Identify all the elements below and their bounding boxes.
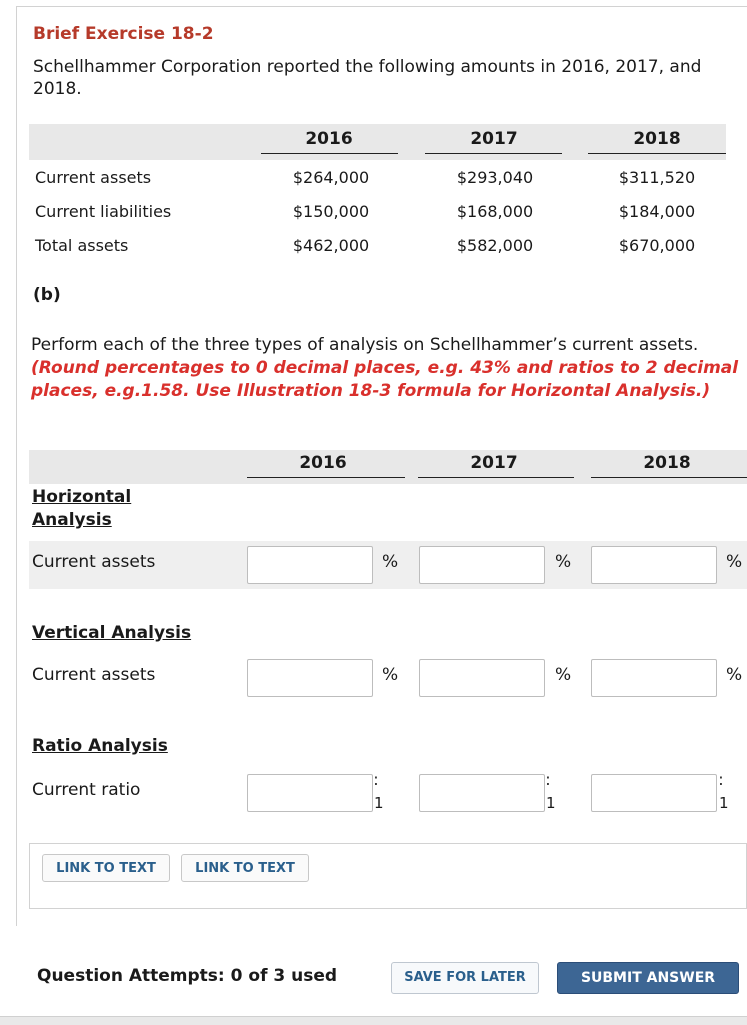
ratio-2018-input[interactable] bbox=[591, 774, 717, 812]
year-underline bbox=[261, 153, 398, 154]
percent-sign: % bbox=[382, 665, 399, 685]
intro-text: Schellhammer Corporation reported the following amounts in 2016, 2017, and 2018. bbox=[33, 57, 702, 99]
ratio-denominator: 1 bbox=[374, 794, 384, 812]
link-to-text-button[interactable]: LINK TO TEXT bbox=[42, 854, 170, 882]
value-cell: $184,000 bbox=[618, 202, 696, 221]
year-underline bbox=[418, 477, 574, 478]
value-cell: $293,040 bbox=[456, 168, 534, 187]
value-cell: $462,000 bbox=[292, 236, 370, 255]
question-attempts: Question Attempts: 0 of 3 used bbox=[37, 966, 338, 986]
ratio-row-label: Current ratio bbox=[32, 780, 141, 800]
data-year-2018: 2018 bbox=[633, 129, 681, 149]
exercise-title: Brief Exercise 18-2 bbox=[33, 24, 214, 44]
horizontal-2017-input[interactable] bbox=[419, 546, 545, 584]
value-cell: $582,000 bbox=[456, 236, 534, 255]
data-year-2017: 2017 bbox=[470, 129, 518, 149]
row-label-current-liabilities: Current liabilities bbox=[35, 202, 172, 221]
year-underline bbox=[591, 477, 747, 478]
percent-sign: % bbox=[555, 552, 572, 572]
ratio-2016-input[interactable] bbox=[247, 774, 373, 812]
vertical-2018-input[interactable] bbox=[591, 659, 717, 697]
analysis-year-2016: 2016 bbox=[299, 453, 347, 473]
instructions-emphasis: (Round percentages to 0 decimal places, e.g. 43% and ratios to 2 decimal places, e.g.1.58. Use Illustration 18-3 formula for Horizontal Analysis.) bbox=[31, 358, 739, 401]
value-cell: $264,000 bbox=[292, 168, 370, 187]
year-underline bbox=[425, 153, 562, 154]
submit-answer-button[interactable]: SUBMIT ANSWER bbox=[557, 962, 739, 994]
save-for-later-button[interactable]: SAVE FOR LATER bbox=[391, 962, 539, 994]
ratio-2017-input[interactable] bbox=[419, 774, 545, 812]
link-to-text-button[interactable]: LINK TO TEXT bbox=[181, 854, 309, 882]
percent-sign: % bbox=[382, 552, 399, 572]
ratio-denominator: 1 bbox=[719, 794, 729, 812]
row-label-current-assets: Current assets bbox=[35, 168, 152, 187]
percent-sign: % bbox=[726, 552, 743, 572]
horizontal-2018-input[interactable] bbox=[591, 546, 717, 584]
instructions bbox=[31, 334, 745, 403]
horizontal-row-label: Current assets bbox=[32, 552, 156, 572]
ratio-analysis-title: Ratio Analysis bbox=[32, 736, 168, 756]
data-year-2016: 2016 bbox=[305, 129, 353, 149]
year-underline bbox=[247, 477, 405, 478]
horizontal-2016-input[interactable] bbox=[247, 546, 373, 584]
percent-sign: % bbox=[555, 665, 572, 685]
value-cell: $670,000 bbox=[618, 236, 696, 255]
horizontal-analysis-title: Horizontal Analysis bbox=[32, 487, 132, 530]
year-underline bbox=[588, 153, 726, 154]
vertical-2017-input[interactable] bbox=[419, 659, 545, 697]
analysis-year-2017: 2017 bbox=[470, 453, 518, 473]
ratio-colon: : bbox=[718, 770, 724, 789]
vertical-row-label: Current assets bbox=[32, 665, 156, 685]
part-label: (b) bbox=[33, 285, 61, 305]
ratio-colon: : bbox=[545, 770, 551, 789]
value-cell: $311,520 bbox=[618, 168, 696, 187]
ratio-denominator: 1 bbox=[546, 794, 556, 812]
percent-sign: % bbox=[726, 665, 743, 685]
instructions-text: Perform each of the three types of analysis on Schellhammer’s current assets. bbox=[31, 335, 699, 355]
value-cell: $168,000 bbox=[456, 202, 534, 221]
analysis-year-2018: 2018 bbox=[643, 453, 691, 473]
value-cell: $150,000 bbox=[292, 202, 370, 221]
ratio-colon: : bbox=[373, 770, 379, 789]
vertical-2016-input[interactable] bbox=[247, 659, 373, 697]
vertical-analysis-title: Vertical Analysis bbox=[32, 623, 192, 643]
row-label-total-assets: Total assets bbox=[35, 236, 129, 255]
